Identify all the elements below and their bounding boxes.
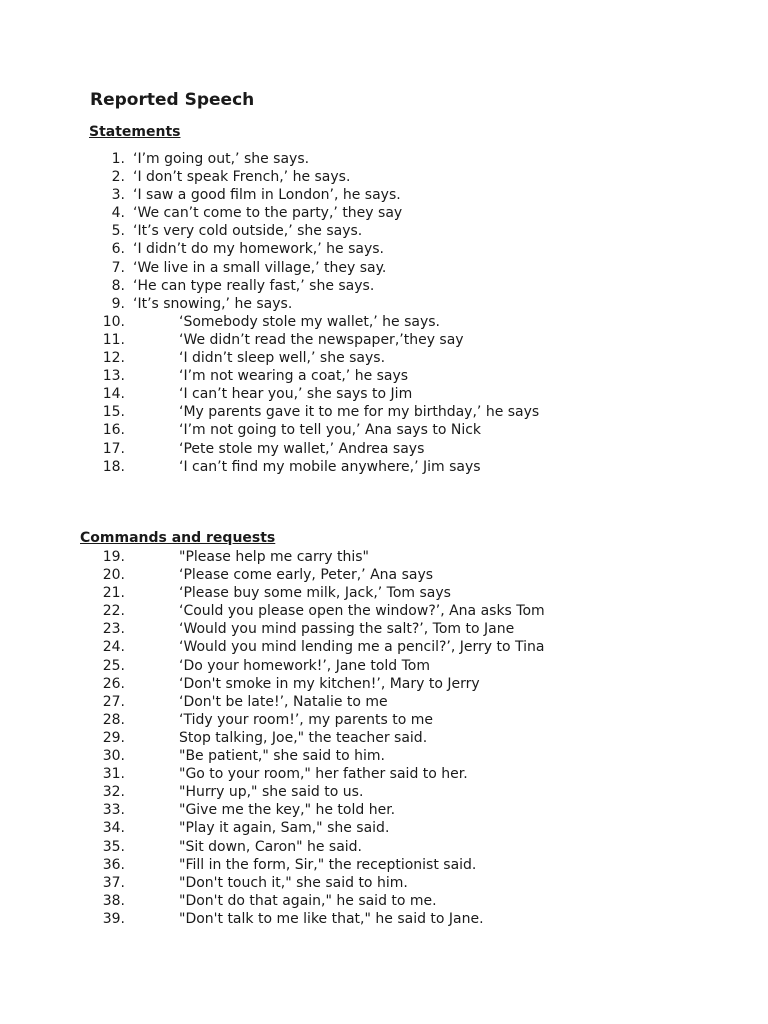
list-item <box>0 186 768 204</box>
item-number: 12. <box>102 350 125 367</box>
list-item <box>0 729 768 747</box>
list-item <box>0 385 768 403</box>
item-text: "Don't talk to me like that," he said to Jane. <box>179 910 484 927</box>
item-text: ‘Please come early, Peter,’ Ana says <box>179 567 434 584</box>
item-text: ‘I can’t find my mobile anywhere,’ Jim says <box>179 458 481 475</box>
item-number: 23. <box>102 621 125 638</box>
list-item <box>0 801 768 819</box>
item-text: ‘We can’t come to the party,’ they say <box>133 205 403 222</box>
list-item <box>0 711 768 729</box>
list-item <box>0 838 768 856</box>
item-text: ‘I’m not wearing a coat,’ he says <box>179 368 409 385</box>
list-item <box>0 602 768 620</box>
item-number: 33. <box>102 802 125 819</box>
item-number: 37. <box>102 874 125 891</box>
item-number: 38. <box>102 892 125 909</box>
item-number: 28. <box>102 711 125 728</box>
list-item <box>0 331 768 349</box>
commands-list <box>0 548 768 928</box>
page-title: Reported Speech <box>90 90 255 110</box>
item-number: 20. <box>102 567 125 584</box>
item-text: ‘I didn’t do my homework,’ he says. <box>133 241 384 258</box>
item-number: 29. <box>102 729 125 746</box>
list-item <box>0 657 768 675</box>
item-number: 8. <box>111 277 125 294</box>
item-text: "Go to your room," her father said to her. <box>179 766 468 783</box>
list-item <box>0 277 768 295</box>
item-text: ‘Don't smoke in my kitchen!’, Mary to Jerry <box>179 675 480 692</box>
list-item <box>0 259 768 277</box>
list-item <box>0 584 768 602</box>
item-number: 10. <box>102 313 125 330</box>
item-text: ‘We didn’t read the newspaper,’they say <box>179 331 464 348</box>
item-text: ‘I saw a good film in London’, he says. <box>133 187 401 204</box>
list-item <box>0 421 768 439</box>
list-item <box>0 403 768 421</box>
item-text: ‘I can’t hear you,’ she says to Jim <box>179 386 413 403</box>
item-number: 7. <box>111 259 125 276</box>
list-item <box>0 819 768 837</box>
item-number: 31. <box>102 766 125 783</box>
list-item <box>0 240 768 258</box>
list-item <box>0 367 768 385</box>
section-heading-commands: Commands and requests <box>80 530 276 546</box>
item-text: ‘He can type really fast,’ she says. <box>133 277 375 294</box>
item-number: 34. <box>102 820 125 837</box>
item-text: "Don't touch it," she said to him. <box>179 874 408 891</box>
item-text: "Don't do that again," he said to me. <box>179 892 437 909</box>
item-number: 3. <box>111 187 125 204</box>
item-number: 26. <box>102 675 125 692</box>
item-text: Stop talking, Joe," the teacher said. <box>179 729 428 746</box>
item-text: ‘Would you mind lending me a pencil?’, Jerry to Tina <box>179 639 545 656</box>
item-text: ‘It’s snowing,’ he says. <box>133 295 293 312</box>
list-item <box>0 783 768 801</box>
item-number: 35. <box>102 838 125 855</box>
list-item <box>0 349 768 367</box>
item-text: "Give me the key," he told her. <box>179 802 396 819</box>
item-number: 11. <box>102 331 125 348</box>
item-text: "Fill in the form, Sir," the receptionist said. <box>179 856 477 873</box>
item-text: ‘Do your homework!’, Jane told Tom <box>179 657 431 674</box>
item-text: ‘It’s very cold outside,’ she says. <box>133 223 363 240</box>
item-text: ‘Please buy some milk, Jack,’ Tom says <box>179 585 451 602</box>
item-number: 17. <box>102 440 125 457</box>
list-item <box>0 910 768 928</box>
item-text: ‘I didn’t sleep well,’ she says. <box>179 350 386 367</box>
item-number: 15. <box>102 404 125 421</box>
list-item <box>0 892 768 910</box>
item-number: 36. <box>102 856 125 873</box>
item-text: "Please help me carry this" <box>179 549 369 565</box>
item-text: ‘I don’t speak French,’ he says. <box>133 169 351 186</box>
item-text: "Be patient," she said to him. <box>179 748 385 765</box>
list-item <box>0 222 768 240</box>
list-item <box>0 440 768 458</box>
item-text: "Sit down, Caron" he said. <box>179 838 362 855</box>
item-number: 6. <box>111 241 125 258</box>
item-text: "Play it again, Sam," she said. <box>179 820 390 837</box>
item-number: 19. <box>102 549 125 565</box>
list-item <box>0 204 768 222</box>
list-item <box>0 150 768 168</box>
item-number: 2. <box>111 169 125 186</box>
item-number: 18. <box>102 458 125 475</box>
list-item <box>0 874 768 892</box>
item-number: 22. <box>102 603 125 620</box>
list-item <box>0 295 768 313</box>
item-number: 5. <box>111 223 125 240</box>
item-number: 21. <box>102 585 125 602</box>
item-number: 32. <box>102 784 125 801</box>
item-text: ‘Somebody stole my wallet,’ he says. <box>179 313 441 330</box>
item-number: 14. <box>102 386 125 403</box>
item-number: 4. <box>111 205 125 222</box>
item-number: 25. <box>102 657 125 674</box>
list-item <box>0 548 768 566</box>
item-text: ‘We live in a small village,’ they say. <box>133 259 387 276</box>
list-item <box>0 458 768 476</box>
item-text: ‘Pete stole my wallet,’ Andrea says <box>179 440 425 457</box>
item-text: ‘Tidy your room!’, my parents to me <box>179 711 433 728</box>
list-item <box>0 638 768 656</box>
item-number: 1. <box>111 151 125 167</box>
list-item <box>0 313 768 331</box>
list-item <box>0 747 768 765</box>
item-number: 27. <box>102 693 125 710</box>
item-text: ‘I’m going out,’ she says. <box>133 151 310 167</box>
item-number: 16. <box>102 422 125 439</box>
item-text: ‘Don't be late!’, Natalie to me <box>179 693 388 710</box>
item-text: "Hurry up," she said to us. <box>179 784 364 801</box>
item-number: 30. <box>102 748 125 765</box>
statements-list <box>0 150 768 476</box>
list-item <box>0 620 768 638</box>
item-number: 24. <box>102 639 125 656</box>
list-item <box>0 566 768 584</box>
list-item <box>0 168 768 186</box>
item-text: ‘I’m not going to tell you,’ Ana says to Nick <box>179 422 482 439</box>
section-heading-statements: Statements <box>89 124 181 140</box>
list-item <box>0 675 768 693</box>
item-text: ‘My parents gave it to me for my birthday,’ he says <box>179 404 540 421</box>
item-number: 9. <box>111 295 125 312</box>
list-item <box>0 765 768 783</box>
item-text: ‘Could you please open the window?’, Ana asks Tom <box>179 603 545 620</box>
item-text: ‘Would you mind passing the salt?’, Tom to Jane <box>179 621 515 638</box>
list-item <box>0 693 768 711</box>
list-item <box>0 856 768 874</box>
item-number: 13. <box>102 368 125 385</box>
item-number: 39. <box>102 910 125 927</box>
